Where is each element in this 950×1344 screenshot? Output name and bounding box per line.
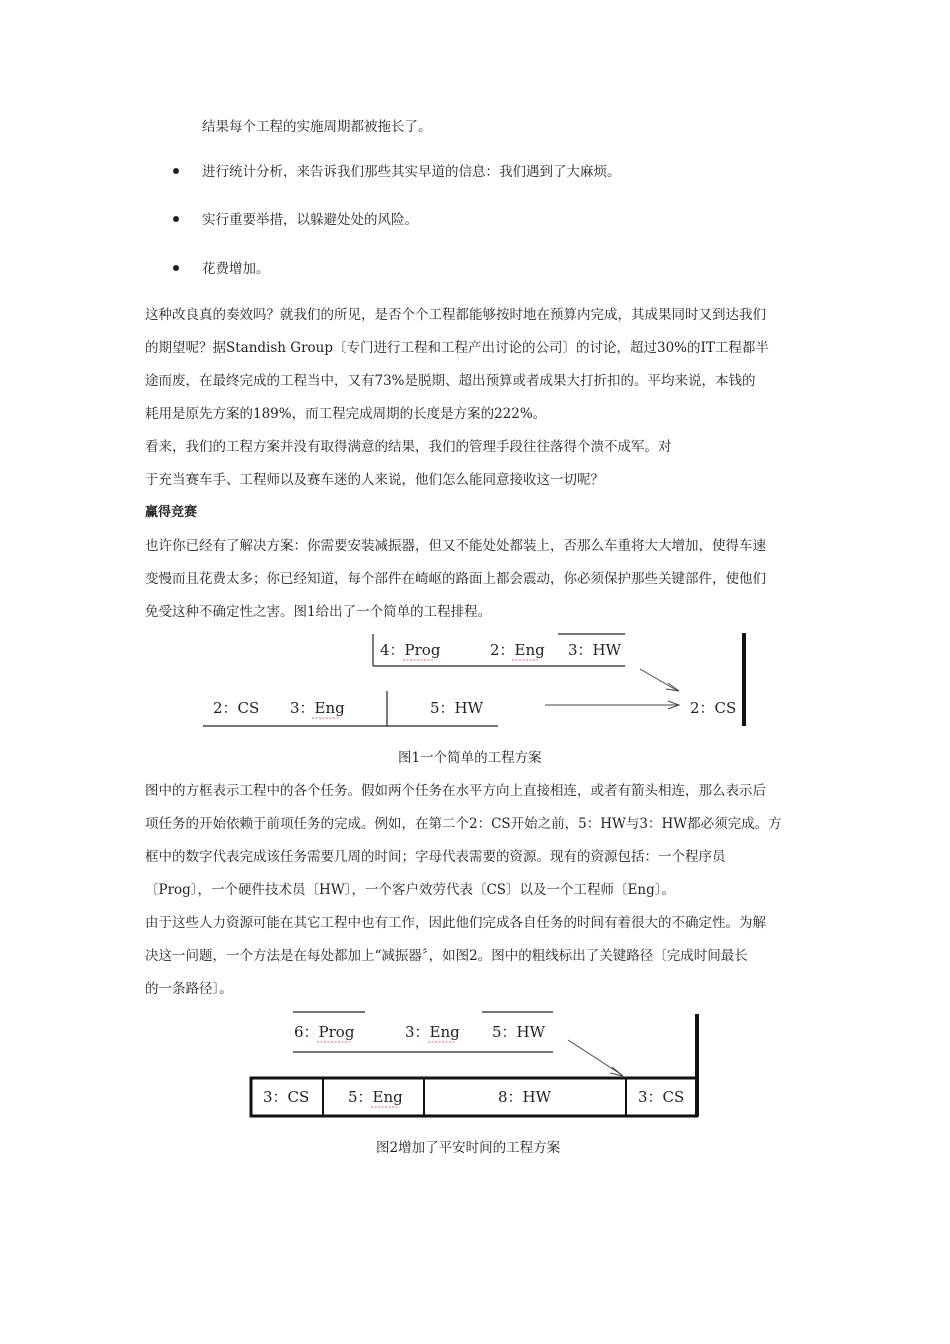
bullet-item: 实行重要举措，以躲避处处的风险。 — [202, 212, 418, 228]
fig1-task-hw: 3：HW — [568, 641, 622, 659]
bullet-dot — [173, 216, 179, 222]
figure-2-caption: 图2增加了平安时间的工程方案 — [376, 1140, 561, 1156]
text-line: 项任务的开始依赖于前项任务的完成。例如，在第二个2：CS开始之前，5：HW与3：HW都必须完成。方 — [145, 816, 782, 832]
text-line: 途而废，在最终完成的工程当中，又有73%是脱期、超出预算或者成果大打折扣的。平均来说，本钱的 — [145, 373, 756, 389]
fig2-task-eng: 3：Eng — [405, 1023, 460, 1041]
text-line: 由于这些人力资源可能在其它工程中也有工作，因此他们完成各自任务的时间有着很大的不确定性。为解 — [145, 915, 766, 931]
text-line: 〔Prog〕，一个硬件技术员〔HW〕，一个客户效劳代表〔CS〕以及一个工程师〔Eng〕。 — [145, 882, 675, 898]
fig1-task-eng: 2：Eng — [490, 641, 545, 659]
fig2-task-hw-2: 8：HW — [498, 1088, 552, 1106]
fig1-task-cs: 2：CS — [213, 699, 260, 717]
text-line: 的一条路径〕。 — [145, 981, 233, 997]
text-line: 免受这种不确定性之害。图1给出了一个简单的工程排程。 — [145, 604, 492, 620]
bullet-item: 花费增加。 — [202, 261, 270, 277]
fig2-task-cs: 3：CS — [263, 1088, 310, 1106]
text-line: 框中的数字代表完成该任务需要几周的时间；字母代表需要的资源。现有的资源包括：一个程序员 — [145, 849, 726, 865]
text-line: 结果每个工程的实施周期都被拖长了。 — [202, 119, 432, 135]
fig2-task-cs-end: 3：CS — [638, 1088, 685, 1106]
figure-1-diagram — [0, 625, 950, 735]
bullet-item: 进行统计分析，来告诉我们那些其实早道的信息：我们遇到了大麻烦。 — [202, 164, 621, 180]
figure-2-diagram — [0, 1005, 950, 1125]
fig1-task-eng-2: 3：Eng — [290, 699, 345, 717]
text-line: 看来，我们的工程方案并没有取得满意的结果，我们的管理手段往往落得个溃不成军。对 — [145, 439, 672, 455]
bullet-dot — [173, 265, 179, 271]
fig2-task-prog: 6：Prog — [294, 1023, 355, 1041]
fig2-task-hw: 5：HW — [492, 1023, 546, 1041]
text-line: 决这一问题，一个方法是在每处都加上“减振器〞，如图2。图中的粗线标出了关键路径〔完成时间最长 — [145, 948, 748, 964]
text-line: 这种改良真的奏效吗？就我们的所见，是否个个工程都能够按时地在预算内完成，其成果同时又到达我们 — [145, 307, 766, 323]
text-line: 耗用是原先方案的189%，而工程完成周期的长度是方案的222%。 — [145, 406, 547, 422]
fig2-task-eng-2: 5：Eng — [348, 1088, 403, 1106]
fig1-task-prog: 4：Prog — [380, 641, 441, 659]
text-line: 图中的方框表示工程中的各个任务。假如两个任务在水平方向上直接相连，或者有箭头相连，那么表示后 — [145, 783, 766, 799]
text-line: 变慢而且花费太多；你已经知道，每个部件在崎岖的路面上都会震动，你必须保护那些关键部件，使他们 — [145, 571, 766, 587]
text-line: 也许你已经有了解决方案：你需要安装减振器，但又不能处处都装上，否那么车重将大大增加，使得车速 — [145, 538, 766, 554]
bullet-dot — [173, 168, 179, 174]
fig1-task-hw-2: 5：HW — [430, 699, 484, 717]
text-line: 于充当赛车手、工程师以及赛车迷的人来说，他们怎么能同意接收这一切呢？ — [145, 472, 604, 488]
section-heading: 赢得竞赛 — [145, 505, 198, 520]
fig1-task-cs-end: 2：CS — [690, 699, 737, 717]
figure-1-caption: 图1一个简单的工程方案 — [398, 750, 542, 766]
text-line: 的期望呢？据Standish Group〔专门进行工程和工程产出讨论的公司〕的讨论，超过30%的IT工程都半 — [145, 340, 769, 356]
